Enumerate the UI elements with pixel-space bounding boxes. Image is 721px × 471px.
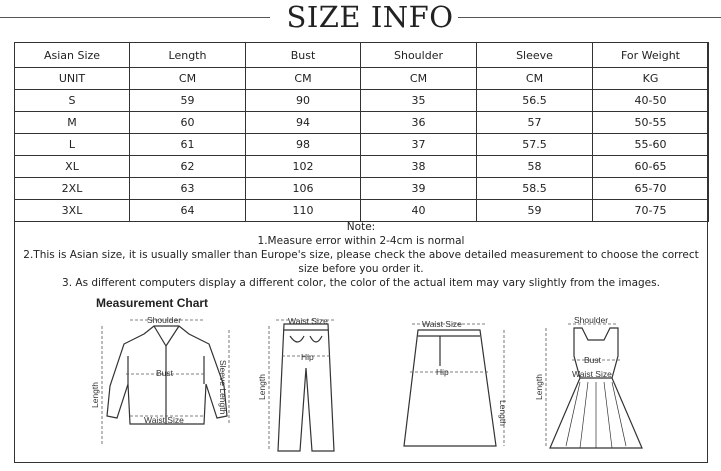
weight-cell: 65-70: [593, 178, 709, 200]
note-line-3: 3. As different computers display a different color, the color of the actual item may vary slightly from the images.: [62, 277, 660, 289]
title-rule-right: [458, 17, 721, 18]
size-cell: 3XL: [15, 200, 130, 222]
table-row: [15, 200, 709, 222]
page-title: SIZE INFO: [286, 0, 454, 34]
shoulder-cell: 39: [361, 178, 477, 200]
table-row: [15, 90, 709, 112]
sleeve-cell: 58.5: [477, 178, 593, 200]
bust-cell: 106: [246, 178, 361, 200]
table-row: [15, 112, 709, 134]
size-table: [14, 42, 709, 222]
pants-length-label: Length: [257, 374, 267, 400]
sleeve-cell: 58: [477, 156, 593, 178]
unit-cell: CM: [361, 68, 477, 90]
size-cell: L: [15, 134, 130, 156]
unit-cell: UNIT: [15, 68, 130, 90]
length-cell: 64: [130, 200, 246, 222]
pants-waist-label: Waist Size: [288, 316, 328, 326]
weight-cell: 55-60: [593, 134, 709, 156]
size-cell: 2XL: [15, 178, 130, 200]
weight-cell: 70-75: [593, 200, 709, 222]
header-cell: Sleeve: [477, 43, 593, 68]
table-row: [15, 134, 709, 156]
shirt-shoulder-label: Shoulder: [147, 315, 182, 325]
chart-title: Measurement Chart: [96, 296, 209, 310]
shoulder-cell: 40: [361, 200, 477, 222]
bust-cell: 90: [246, 90, 361, 112]
shoulder-cell: 37: [361, 134, 477, 156]
length-cell: 60: [130, 112, 246, 134]
dress-shoulder-label: Shoulder: [574, 315, 609, 325]
dress-diagram-icon: [550, 328, 642, 448]
header-cell: Asian Size: [15, 43, 130, 68]
note-line-1: 1.Measure error within 2-4cm is normal: [257, 235, 465, 247]
bust-cell: 102: [246, 156, 361, 178]
bust-cell: 110: [246, 200, 361, 222]
length-cell: 59: [130, 90, 246, 112]
dress-waist-label: Waist Size: [572, 369, 612, 379]
length-cell: 61: [130, 134, 246, 156]
shirt-sleeve-label: Sleeve Length: [218, 360, 228, 415]
unit-row: [15, 68, 709, 90]
skirt-diagram-icon: [404, 330, 496, 446]
length-cell: 63: [130, 178, 246, 200]
shirt-waist-label: Waist Size: [144, 415, 184, 425]
pants-hip-label: Hip: [301, 352, 314, 362]
weight-cell: 40-50: [593, 90, 709, 112]
sleeve-cell: 57: [477, 112, 593, 134]
header-cell: Length: [130, 43, 246, 68]
shirt-bust-label: Bust: [156, 368, 174, 378]
size-cell: XL: [15, 156, 130, 178]
header-cell: For Weight: [593, 43, 709, 68]
size-cell: S: [15, 90, 130, 112]
shoulder-cell: 36: [361, 112, 477, 134]
notes-heading: Note:: [346, 221, 376, 233]
sleeve-cell: 56.5: [477, 90, 593, 112]
bust-cell: 98: [246, 134, 361, 156]
sleeve-cell: 59: [477, 200, 593, 222]
shoulder-cell: 35: [361, 90, 477, 112]
measurement-chart: [14, 296, 708, 462]
weight-cell: 60-65: [593, 156, 709, 178]
weight-cell: 50-55: [593, 112, 709, 134]
title-bar: [0, 0, 721, 36]
shirt-length-label: Length: [90, 382, 100, 408]
unit-cell: CM: [477, 68, 593, 90]
notes-block: [14, 220, 708, 290]
pants-diagram-icon: [278, 324, 334, 451]
table-row: [15, 178, 709, 200]
note-line-2: 2.This is Asian size, it is usually smaller than Europe's size, please check the above detailed measurement to choose the correct size before you order it.: [23, 249, 699, 275]
skirt-waist-label: Waist Size: [422, 319, 462, 329]
size-cell: M: [15, 112, 130, 134]
length-cell: 62: [130, 156, 246, 178]
skirt-length-label: Length: [498, 400, 508, 426]
bust-cell: 94: [246, 112, 361, 134]
dress-length-label: Length: [534, 374, 544, 400]
measurement-illustrations: [14, 296, 708, 462]
shoulder-cell: 38: [361, 156, 477, 178]
unit-cell: CM: [130, 68, 246, 90]
dress-bust-label: Bust: [584, 355, 602, 365]
header-row: [15, 43, 709, 68]
title-rule-left: [0, 17, 270, 18]
unit-cell: KG: [593, 68, 709, 90]
sleeve-cell: 57.5: [477, 134, 593, 156]
unit-cell: CM: [246, 68, 361, 90]
header-cell: Shoulder: [361, 43, 477, 68]
skirt-hip-label: Hip: [436, 367, 449, 377]
table-row: [15, 156, 709, 178]
header-cell: Bust: [246, 43, 361, 68]
